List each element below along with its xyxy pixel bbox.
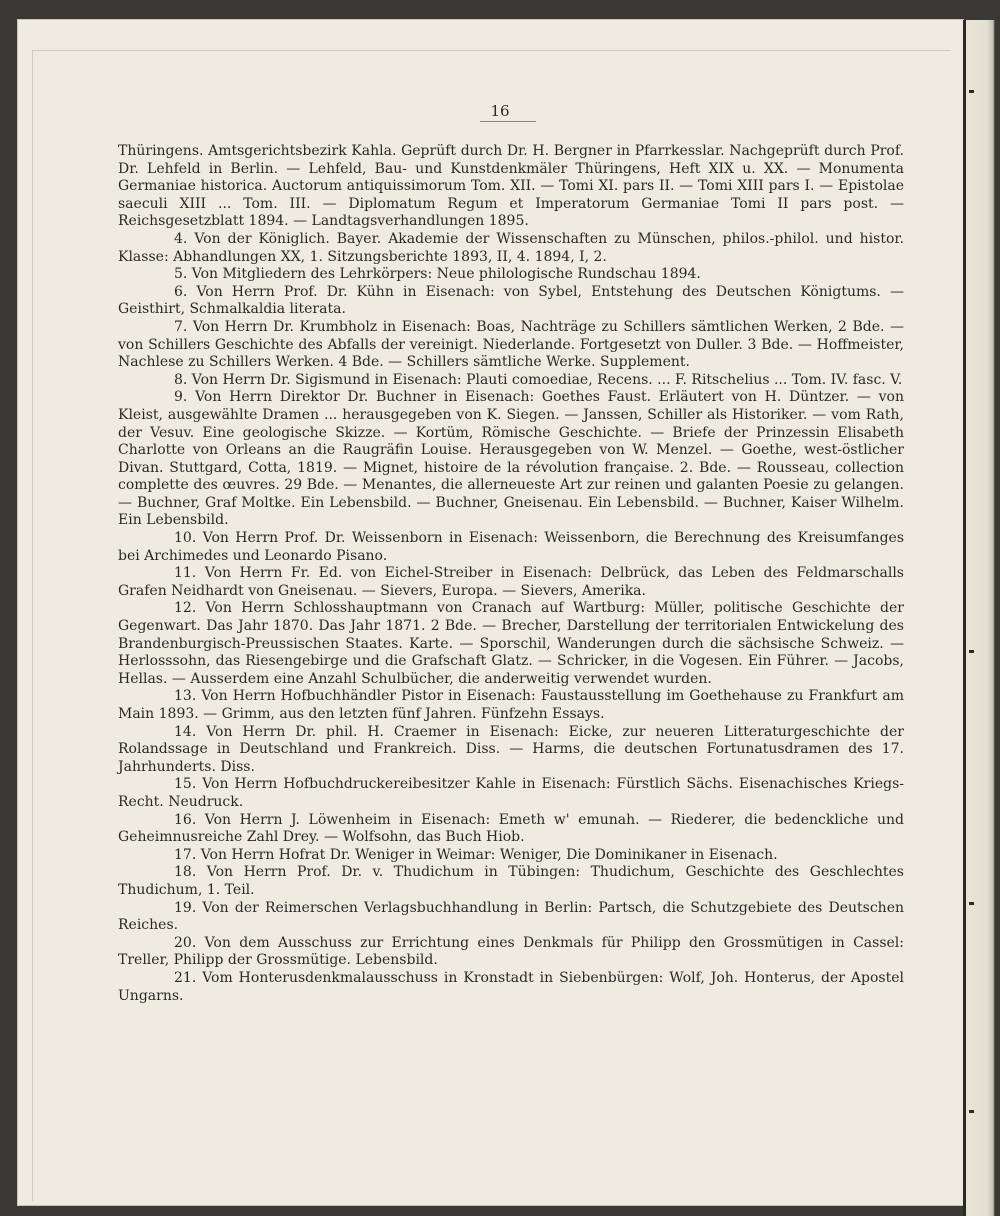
list-item: 10. Von Herrn Prof. Dr. Weissenborn in Eisenach: Weissenborn, die Berechnung des Kreisumfanges bei Archimedes und Leonardo Pisano.	[118, 530, 904, 564]
list-item: 19. Von der Reimerschen Verlagsbuchhandlung in Berlin: Partsch, die Schutzgebiete des Deutschen Reiches.	[118, 899, 904, 934]
list-item: 12. Von Herrn Schlosshauptmann von Cranach auf Wartburg: Müller, politische Geschichte der Gegenwart. Das Jahr 1870. Das Jahr 1871. 2 Bde. — Brecher, Darstellung der territorialen Entwickelung des Brandenburgisch-Preussischen Staates. Karte. — Sporschil, Wanderungen durch die sächsische Schweiz. — Herlosssohn, das Riesengebirge und die Grafschaft Glatz. — Schricker, in die Vogesen. Ein Führer. — Jacobs, Hellas. — Ausserdem eine Anzahl Schulbücher, die anderweitig verwendet wurden.	[118, 600, 904, 687]
edge-mark	[969, 902, 974, 905]
intro-paragraph: Thüringens. Amtsgerichtsbezirk Kahla. Geprüft durch Dr. H. Bergner in Pfarrkesslar. Nachgeprüft durch Prof. Dr. Lehfeld in Berlin. — Lehfeld, Bau- und Kunstdenkmäler Thüringens, Heft XIX u. XX. — Monumenta Germaniae historica. Auctorum antiquissimorum Tom. XII. — Tomi XI. pars II. — Tomi XIII pars I. — Epistolae saeculi XIII ... Tom. III. — Diplomatum Regum et Imperatorum Germaniae Tomi II pars post. — Reichsgesetzblatt 1894. — Landtagsverhandlungen 1895.	[118, 143, 904, 230]
list-item: 20. Von dem Ausschuss zur Errichtung eines Denkmals für Philipp den Grossmütigen in Cassel: Treller, Philipp der Grossmütige. Lebensbild.	[118, 934, 904, 969]
list-item: 13. Von Herrn Hofbuchhändler Pistor in Eisenach: Faustausstellung im Goethehause zu Frankfurt am Main 1893. — Grimm, aus den letzten fünf Jahren. Fünfzehn Essays.	[118, 688, 904, 722]
list-item: 9. Von Herrn Direktor Dr. Buchner in Eisenach: Goethes Faust. Erläutert von H. Düntzer. — von Kleist, ausgewählte Dramen ... herausgegeben von K. Siegen. — Janssen, Schiller als Historiker. — vom Rath, der Vesuv. Eine geologische Skizze. — Kortüm, Römische Geschichte. — Briefe der Prinzessin Elisabeth Charlotte von Orleans an die Raugräfin Louise. Herausgegeben von W. Menzel. — Goethe, west-östlicher Divan. Stuttgard, Cotta, 1819. — Mignet, histoire de la révolution française. 2. Bde. — Rousseau, collection complette des œuvres. 29 Bde. — Menantes, die allerneueste Art zur reinen und galanten Poesie zu gelangen. — Buchner, Graf Moltke. Ein Lebensbild. — Buchner, Gneisenau. Ein Lebensbild. — Buchner, Kaiser Wilhelm. Ein Lebensbild.	[118, 389, 904, 529]
list-item: 18. Von Herrn Prof. Dr. v. Thudichum in Tübingen: Thudichum, Geschichte des Geschlechtes Thudichum, 1. Teil.	[118, 864, 904, 898]
list-item: 6. Von Herrn Prof. Dr. Kühn in Eisenach: von Sybel, Entstehung des Deutschen Königtums. — Geisthirt, Schmalkaldia literata.	[118, 283, 904, 318]
list-item: 5. Von Mitgliedern des Lehrkörpers: Neue philologische Rundschau 1894.	[174, 266, 701, 283]
document-body	[118, 143, 904, 1005]
list-item: 11. Von Herrn Fr. Ed. von Eichel-Streiber in Eisenach: Delbrück, das Leben des Feldmarschalls Grafen Neidhardt von Gneisenau. — Sievers, Europa. — Sievers, Amerika.	[118, 565, 904, 599]
list-item: 4. Von der Königlich. Bayer. Akademie der Wissenschaften zu Münschen, philos.-philol. und histor. Klasse: Abhandlungen XX, 1. Sitzungsberichte 1893, II, 4. 1894, I, 2.	[118, 230, 904, 265]
list-item: 7. Von Herrn Dr. Krumbholz in Eisenach: Boas, Nachträge zu Schillers sämtlichen Werken, 2 Bde. — von Schillers Geschichte des Abfalls der vereinigt. Niederlande. Fortgesetzt von Duller. 3 Bde. — Hoffmeister, Nachlese zu Schillers Werken. 4 Bde. — Schillers sämtliche Werke. Supplement.	[118, 318, 904, 371]
list-item: 21. Vom Honterusdenkmalausschuss in Kronstadt in Siebenbürgen: Wolf, Joh. Honterus, der Apostel Ungarns.	[118, 969, 904, 1004]
list-item: 14. Von Herrn Dr. phil. H. Craemer in Eisenach: Eicke, zur neueren Litteraturgeschichte der Rolandssage in Deutschland und Frankreich. Diss. — Harms, die deutschen Fortunatusdramen des 17. Jahrhunderts. Diss.	[118, 723, 904, 775]
list-item: 8. Von Herrn Dr. Sigismund in Eisenach: Plauti comoediae, Recens. ... F. Ritschelius ... Tom. IV. fasc. V.	[174, 371, 903, 388]
list-item: 15. Von Herrn Hofbuchdruckereibesitzer Kahle in Eisenach: Fürstlich Sächs. Eisenachisches Kriegs-Recht. Neudruck.	[118, 776, 904, 810]
edge-mark	[969, 1110, 974, 1113]
page-number: 16	[490, 102, 510, 120]
edge-mark	[969, 90, 974, 93]
list-item: 16. Von Herrn J. Löwenheim in Eisenach: Emeth w' emunah. — Riederer, die bedenckliche und Geheimnusreiche Zahl Drey. — Wolfsohn, das Buch Hiob.	[118, 811, 904, 846]
book-edge	[963, 20, 1000, 1216]
page-number-underline	[480, 121, 536, 122]
edge-mark	[969, 650, 974, 653]
list-item: 17. Von Herrn Hofrat Dr. Weniger in Weimar: Weniger, Die Dominikaner in Eisenach.	[174, 846, 778, 863]
